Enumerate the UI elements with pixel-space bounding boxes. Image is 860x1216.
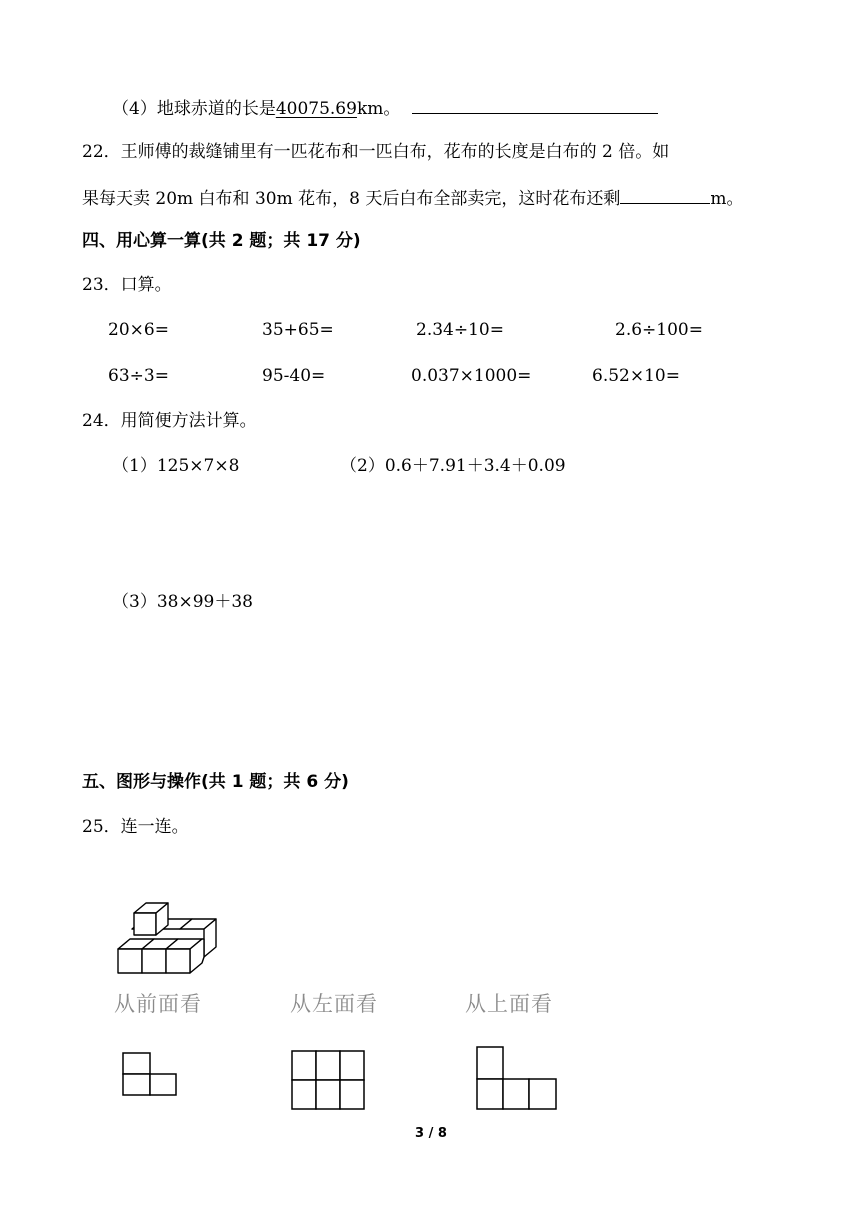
oral-calc: 6.52×10= (592, 366, 680, 386)
view-shape-3[interactable] (476, 1046, 558, 1110)
calc-item: （2）0.6＋7.91＋3.4＋0.09 (340, 456, 566, 476)
q22-line1: 22．王师傅的裁缝铺里有一匹花布和一匹白布，花布的长度是白布的 2 倍。如 (82, 142, 670, 162)
cube-stack-figure (110, 895, 230, 975)
section-title: 四、用心算一算(共 2 题；共 17 分) (82, 231, 361, 251)
answer-blank[interactable] (620, 185, 710, 204)
answer-blank[interactable] (412, 95, 658, 114)
q23-title: 23．口算。 (82, 275, 172, 295)
oral-calc: 2.6÷100= (615, 320, 703, 340)
view-caption-front: 从前面看 (114, 992, 202, 1016)
calc-item: （1）125×7×8 (112, 456, 240, 476)
oral-calc: 20×6= (108, 320, 169, 340)
view-caption-top: 从上面看 (465, 992, 553, 1016)
q22-line2: 果每天卖 20m 白布和 30m 花布，8 天后白布全部卖完，这时花布还剩 m。 (82, 185, 743, 211)
oral-calc: 0.037×1000= (411, 366, 532, 386)
section-title: 五、图形与操作(共 1 题；共 6 分) (82, 772, 349, 792)
view-caption-left: 从左面看 (290, 992, 378, 1016)
view-shape-2[interactable] (291, 1050, 365, 1110)
oral-calc: 95-40= (262, 366, 326, 386)
oral-calc: 63÷3= (108, 366, 169, 386)
page-number: 3 / 8 (415, 1126, 447, 1141)
calc-item: （3）38×99＋38 (112, 592, 253, 612)
q21-item4: （4）地球赤道的长是40075.69km。 (112, 95, 658, 121)
view-shape-1[interactable] (122, 1052, 177, 1097)
oral-calc: 2.34÷10= (416, 320, 504, 340)
oral-calc: 35+65= (262, 320, 334, 340)
equator-value: 40075.69 (275, 99, 357, 119)
q25-title: 25．连一连。 (82, 817, 189, 837)
q24-title: 24．用简便方法计算。 (82, 411, 257, 431)
